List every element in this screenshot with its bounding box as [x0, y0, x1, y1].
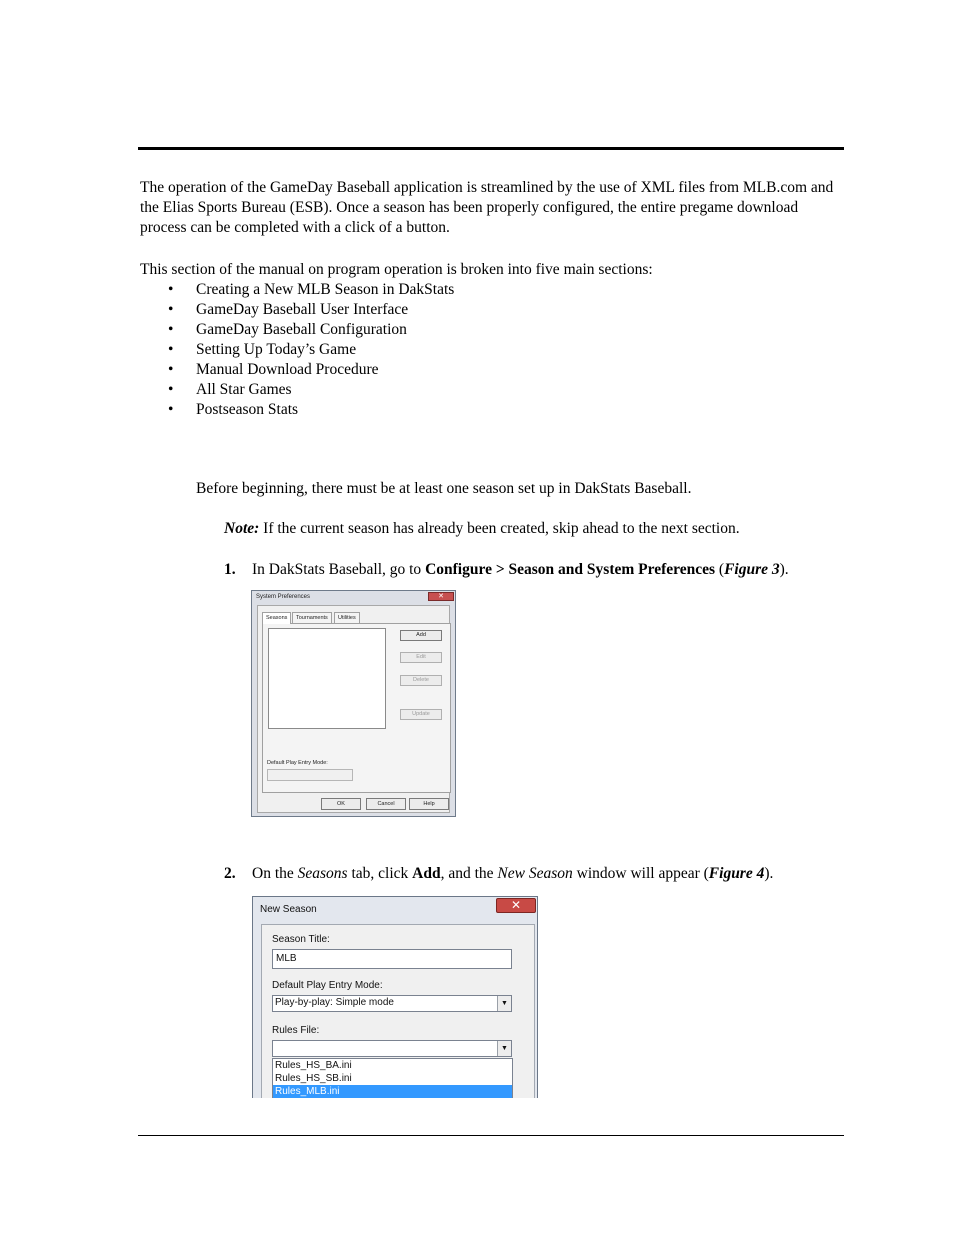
- chevron-down-icon[interactable]: ▼: [497, 1041, 511, 1056]
- rules-file-label: Rules File:: [272, 1025, 320, 1036]
- tab-seasons[interactable]: Seasons: [262, 612, 291, 624]
- step-text: tab, click: [347, 865, 413, 882]
- step-2: [224, 864, 773, 884]
- rules-file-select[interactable]: [272, 1040, 512, 1057]
- window-ref: New Season: [497, 865, 573, 882]
- step-text: ).: [779, 561, 789, 578]
- help-button[interactable]: Help: [409, 798, 449, 810]
- menu-path: Configure > Season and System Preferences: [425, 561, 716, 578]
- list-item: • GameDay Baseball Configuration: [168, 320, 454, 340]
- step-text: ).: [764, 865, 774, 882]
- intro-paragraph: The operation of the GameDay Baseball application is streamlined by the use of XML files from MLB.com and the Elias Sports Bureau (ESB). Once a season has been properly configured, the entire pregame download process can be completed with a click of a button.: [140, 179, 834, 236]
- note-text: If the current season has already been created, skip ahead to the next section.: [259, 520, 740, 537]
- default-mode-field[interactable]: [267, 769, 353, 781]
- dialog-title: New Season: [260, 904, 317, 915]
- default-mode-label: Default Play Entry Mode:: [267, 760, 328, 766]
- add-button[interactable]: Add: [400, 630, 442, 641]
- prerequisite-paragraph: Before beginning, there must be at least one season set up in DakStats Baseball.: [196, 480, 692, 497]
- mode-label: Default Play Entry Mode:: [272, 980, 383, 991]
- close-icon[interactable]: ✕: [428, 592, 454, 601]
- season-title-input[interactable]: MLB: [272, 949, 512, 969]
- list-item: • All Star Games: [168, 380, 454, 400]
- system-preferences-dialog: [251, 590, 456, 817]
- rules-file-dropdown-list: [272, 1058, 513, 1098]
- tab-tournaments[interactable]: Tournaments: [292, 612, 332, 623]
- tab-utilities[interactable]: Utilities: [334, 612, 360, 623]
- sections-list: [168, 280, 454, 420]
- close-icon[interactable]: ✕: [496, 898, 536, 913]
- ok-button[interactable]: OK: [321, 798, 361, 810]
- new-season-dialog: [252, 896, 538, 1098]
- dialog-title: System Preferences: [256, 594, 311, 600]
- list-item: • Setting Up Today’s Game: [168, 340, 454, 360]
- figure-ref: Figure 3: [724, 561, 780, 578]
- dialog-body: [257, 605, 450, 813]
- step-text: window will appear (: [572, 865, 709, 882]
- play-entry-mode-select[interactable]: [272, 995, 512, 1012]
- update-button[interactable]: Update: [400, 709, 442, 720]
- rules-option-selected[interactable]: Rules_MLB.ini: [273, 1085, 512, 1098]
- figure-ref: Figure 4: [708, 865, 765, 882]
- note-label: Note:: [224, 520, 260, 537]
- step-number: 1.: [224, 561, 236, 578]
- step-text: (: [715, 561, 725, 578]
- note-paragraph: [224, 519, 740, 539]
- step-1: [224, 560, 789, 580]
- add-ref: Add: [412, 865, 441, 882]
- season-title-label: Season Title:: [272, 934, 330, 945]
- edit-button[interactable]: Edit: [400, 652, 442, 663]
- step-text: On the: [252, 865, 298, 882]
- step-text: , and the: [440, 865, 498, 882]
- dialog-body: [261, 924, 535, 1098]
- select-value: Play-by-play: Simple mode: [275, 997, 394, 1008]
- list-item: • Postseason Stats: [168, 400, 454, 420]
- chevron-down-icon[interactable]: ▼: [497, 996, 511, 1011]
- cancel-button[interactable]: Cancel: [366, 798, 406, 810]
- footer-rule: [138, 1135, 844, 1136]
- seasons-tab-ref: Seasons: [297, 865, 348, 882]
- rules-option[interactable]: Rules_HS_BA.ini: [275, 1060, 352, 1071]
- sections-intro: This section of the manual on program operation is broken into five main sections:: [140, 261, 653, 278]
- header-rule: [138, 147, 844, 150]
- step-number: 2.: [224, 865, 236, 882]
- list-item: • Manual Download Procedure: [168, 360, 454, 380]
- delete-button[interactable]: Delete: [400, 675, 442, 686]
- list-item: • GameDay Baseball User Interface: [168, 300, 454, 320]
- list-item: • Creating a New MLB Season in DakStats: [168, 280, 454, 300]
- seasons-list[interactable]: [268, 628, 386, 729]
- rules-option[interactable]: Rules_HS_SB.ini: [275, 1073, 352, 1084]
- step-text: In DakStats Baseball, go to: [252, 561, 426, 578]
